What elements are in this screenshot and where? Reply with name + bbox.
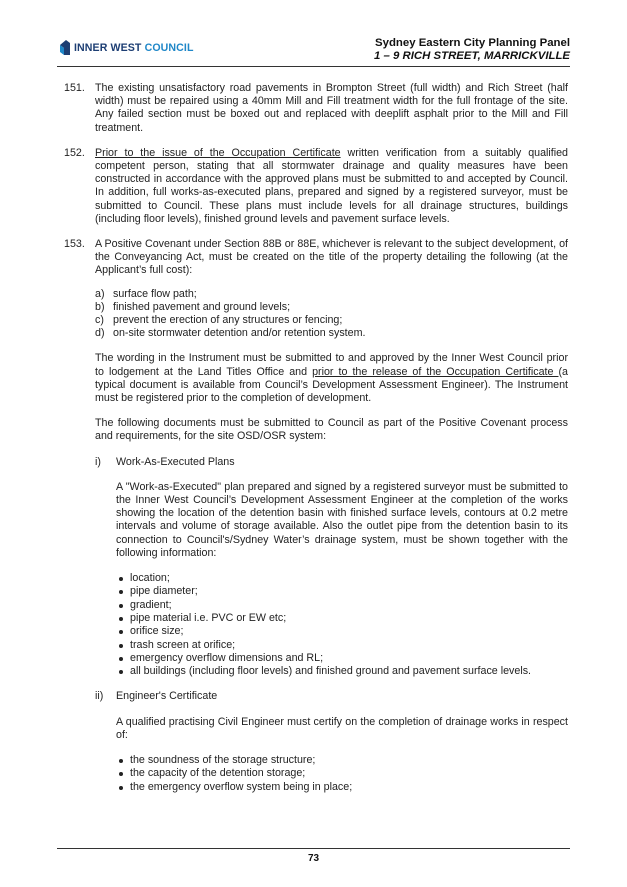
- condition-152: [64, 147, 568, 226]
- subsection-i-heading: i) Work-As-Executed Plans: [95, 455, 235, 468]
- list-item: location;: [116, 572, 568, 585]
- subsection-text: A qualified practising Civil Engineer must certify on the completion of drainage works in respect of:: [116, 715, 568, 741]
- logo-text: INNER WEST COUNCIL: [74, 41, 194, 54]
- panel-title: Sydney Eastern City Planning Panel: [375, 37, 570, 49]
- list-item: the soundness of the storage structure;: [116, 754, 568, 767]
- condition-text: The existing unsatisfactory road pavements in Brompton Street (full width) and Rich Street (half width) must be repaired using a 40mm Mill and Fill treatment width for the full frontage of the site. Any failed section must be boxed out and replaced with deeplift asphalt prior to the Mill and Fill treatment.: [95, 82, 568, 134]
- list-item: b) finished pavement and ground levels;: [95, 300, 291, 313]
- condition-151: [64, 82, 568, 135]
- list-item: pipe diameter;: [116, 585, 568, 598]
- list-item: the capacity of the detention storage;: [116, 767, 568, 780]
- page-header: [374, 37, 570, 63]
- list-item: orifice size;: [116, 625, 568, 638]
- following-documents: The following documents must be submitted to Council as part of the Positive Covenant process and requirements, for the site OSD/OSR system:: [95, 417, 568, 443]
- list-item: emergency overflow dimensions and RL;: [116, 652, 568, 665]
- condition-number: 152.: [64, 146, 85, 159]
- list-item: trash screen at orifice;: [116, 639, 568, 652]
- list-item: d) on-site stormwater detention and/or retention system.: [95, 327, 366, 340]
- list-item: a) surface flow path;: [95, 287, 197, 300]
- condition-number: 153.: [64, 238, 85, 251]
- council-logo: [60, 40, 194, 55]
- covenant-intro: A Positive Covenant under Section 88B or 88E, whichever is relevant to the subject development, of the Conveyancing Act, must be created on the title of the property detailing the following (at the Applicant’s full cost):: [95, 238, 568, 277]
- instrument-wording: The wording in the Instrument must be submitted to and approved by the Inner West Council prior to lodgement at the Land Titles Office and prior to the release of the Occupation Certificate (a typical document is available from Council’s Development Assessment Engineer). The Instrument must be registered prior to the completion of development.: [95, 352, 569, 405]
- condition-text: Prior to the issue of the Occupation Certificate written verification from a suitably qualified competent person, stating that all stormwater drainage and quality measures have been constructed in accordance with the approved plans must be submitted to and accepted by Council. In addition, full works-as-executed plans, prepared and signed by a registered surveyor, must be submitted to Council. These plans must include levels for all drainage structures, buildings (including floor levels), finished ground levels and pavement surface levels.: [95, 146, 569, 225]
- footer-divider: [57, 848, 570, 849]
- underlined-phrase: Prior to the issue of the Occupation Certificate: [95, 146, 341, 159]
- bullet-list: [116, 572, 568, 678]
- conditions-content: [64, 82, 568, 806]
- subsection-ii-heading: ii) Engineer's Certificate: [95, 690, 218, 703]
- list-item: c) prevent the erection of any structures or fencing;: [95, 314, 343, 327]
- council-logo-icon: [60, 40, 70, 55]
- list-item: all buildings (including floor levels) and finished ground and pavement surface levels.: [116, 665, 568, 678]
- header-divider: [57, 66, 570, 67]
- list-item: the emergency overflow system being in place;: [116, 781, 568, 794]
- underlined-phrase: prior to the release of the Occupation Certificate: [312, 365, 559, 378]
- subsection-ii-body: [116, 716, 568, 794]
- condition-text: [95, 238, 568, 794]
- site-address: 1 – 9 RICH STREET, MARRICKVILLE: [374, 50, 570, 62]
- list-item: pipe material i.e. PVC or EW etc;: [116, 612, 568, 625]
- subsection-i-body: [116, 481, 568, 679]
- covenant-details-list: [95, 288, 568, 341]
- subsection-text: A "Work-as-Executed" plan prepared and signed by a registered surveyor must be submitted to the Inner West Council’s Development Assessment Engineer at the completion of the works showing the location of the detention basin with finished surface levels, contours at 0.2 metre intervals and volume of storage available. Also the outlet pipe from the detention basin to its connection to Council's/Sydney Water’s drainage system, must be shown together with the following information:: [116, 480, 568, 559]
- list-item: gradient;: [116, 599, 568, 612]
- page-number: 73: [307, 853, 320, 864]
- condition-153: [64, 238, 568, 794]
- bullet-list: [116, 754, 568, 794]
- condition-number: 151.: [64, 82, 85, 94]
